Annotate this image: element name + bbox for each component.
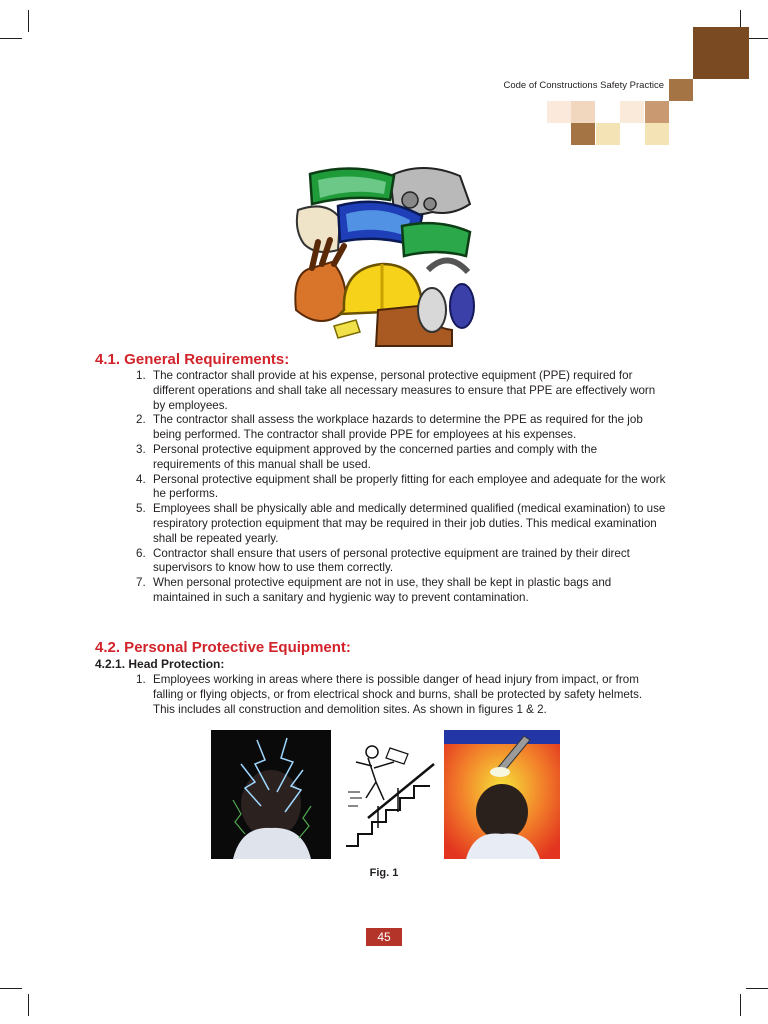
electric-shock-head-image [211, 730, 331, 859]
subheading-head-protection: 4.2.1. Head Protection: [95, 657, 225, 671]
crop-mark [740, 994, 741, 1016]
list-item: 7. When personal protective equipment are not in use, they shall be kept in plastic bags and maintained in such a sanitary and hygienic way to prevent contamination. [136, 576, 612, 604]
crop-mark [746, 988, 768, 989]
list-item: 1. The contractor shall provide at his expense, personal protective equipment (PPE) required for different operations and shall take all necessary measures to ensure that PPE are effectively worn by employees. [136, 369, 656, 412]
crop-mark [0, 988, 22, 989]
list-item: 4. Personal protective equipment shall be properly fitting for each employee and adequate for the work he performs. [136, 472, 666, 501]
list-item: 3. Personal protective equipment approved by the concerned parties and comply with the requirements of this manual shall be used. [136, 442, 598, 471]
list-item: 5. Employees shall be physically able and medically determined qualified (medical examination) to use respiratory protection equipment that may be required in their job duties. This medical examination shall be repeated yearly. [136, 502, 666, 545]
crop-mark [28, 994, 29, 1016]
crop-mark [0, 38, 22, 39]
list-item: 2. The contractor shall assess the workplace hazards to determine the PPE as required for the job being performed. The contractor shall provide PPE for employees at his expenses. [136, 413, 643, 442]
crop-mark [28, 10, 29, 32]
figure-caption: Fig. 1 [369, 867, 399, 879]
list-item: 6. Contractor shall ensure that users of personal protective equipment are trained by their direct supervisors to know how to use them correctly. [136, 546, 630, 575]
page-number: 45 [366, 928, 402, 946]
general-requirements-list [136, 369, 666, 606]
falling-object-head-image [444, 730, 560, 859]
ppe-illustration [282, 160, 478, 356]
head-protection-list [136, 673, 666, 717]
fall-from-stairs-image [338, 742, 438, 850]
crop-mark [746, 38, 768, 39]
running-title: Code of Constructions Safety Practice [503, 80, 664, 91]
list-item: 1. Employees working in areas where there is possible danger of head injury from impact, or from falling or flying objects, or from electrical shock and burns, shall be protected by safety helmets. This includes all construction and demolition sites. As shown in figures 1 & 2. [136, 673, 643, 716]
section-heading-general-requirements: 4.1. General Requirements: [95, 351, 290, 368]
section-heading-ppe: 4.2. Personal Protective Equipment: [95, 639, 351, 656]
